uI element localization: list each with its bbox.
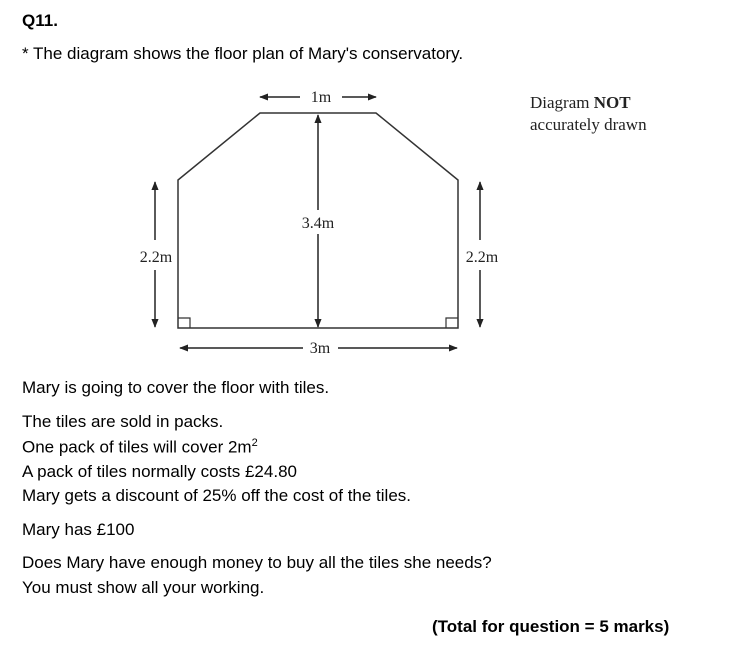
label-left-side: 2.2m	[139, 249, 173, 266]
note-line2: accurately drawn	[530, 115, 647, 134]
text-discount: Mary gets a discount of 25% off the cost of the tiles.	[22, 486, 412, 505]
text-money: Mary has £100	[22, 520, 135, 539]
text-packs: The tiles are sold in packs.	[22, 412, 224, 431]
coverage-text: One pack of tiles will cover 2m	[22, 437, 252, 457]
question-number: Q11.	[22, 11, 58, 30]
total-marks: (Total for question = 5 marks)	[432, 617, 670, 636]
text-ask: Does Mary have enough money to buy all the tiles she needs?	[22, 553, 492, 572]
label-top-width: 1m	[310, 89, 332, 106]
coverage-superscript: 2	[251, 437, 258, 449]
note-prefix: Diagram	[530, 93, 594, 112]
label-bottom-width: 3m	[309, 340, 331, 357]
text-price: A pack of tiles normally costs £24.80	[22, 462, 297, 481]
label-right-side: 2.2m	[465, 249, 499, 266]
label-height: 3.4m	[301, 215, 335, 232]
note-bold: NOT	[593, 93, 631, 112]
text-cover: Mary is going to cover the floor with tiles.	[22, 378, 330, 397]
text-working: You must show all your working.	[22, 578, 265, 597]
right-angle-right	[446, 318, 458, 328]
text-coverage	[22, 437, 258, 458]
question-intro: * The diagram shows the floor plan of Mary's conservatory.	[22, 44, 464, 63]
right-angle-left	[178, 318, 190, 328]
